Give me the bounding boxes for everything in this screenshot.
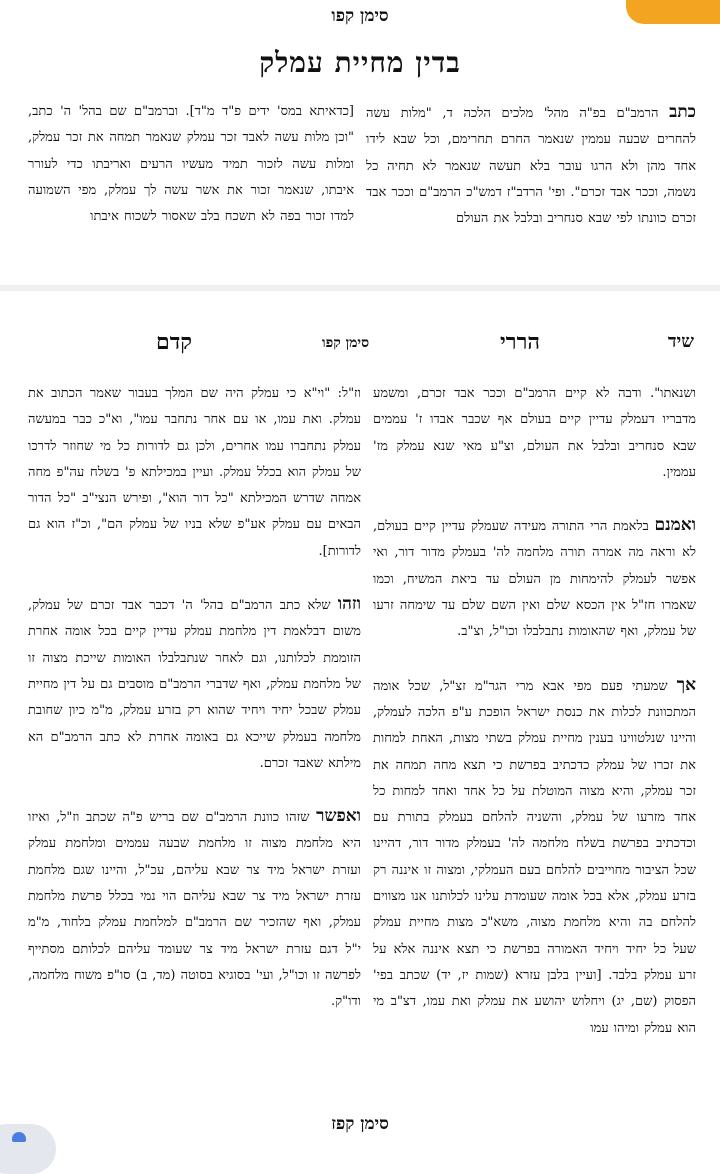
paragraph-text: בלאמת הרי התורה מעידה שעמלק עדיין קיים בעולם, לא וראה מה אמרה תורה מלחמה לה' בעמלק מדור דור, ואי אפשר לעמלק להימחות מן העולם עד ביאת המשיח, וכמו שאמרו חז"ל אין הכסא שלם ואין השם שלם עד שימחה זרעו של עמלק, ואף שהאומות נתבלבלו וכו"ל, וצ"ב. xyxy=(373,519,696,640)
top-page xyxy=(0,0,720,286)
chapter-title: בדין מחיית עמלק xyxy=(259,46,461,79)
book-title-kedem: קדם xyxy=(156,329,193,355)
lead-word: ואמנם xyxy=(654,515,696,536)
next-siman-heading: סימן קפז xyxy=(331,1114,389,1134)
paragraph-text: ושנאתו". ודבה לא קיים הרמב"ם וככר אבד זכרם, ומשמע מדבריו דעמלק עדיין קיים בעולם אף שכבר אבדו ז' עממים שבא סנחריב ובלבל את העולם, וצ"ע מאי שנא עמלק מז' עממין. xyxy=(373,386,696,480)
page-number: שיד xyxy=(667,331,694,352)
paragraph-text: שלא כתב הרמב"ם בהל' ה' דכבר אבד זכרם של עמלק, משום דבלאמת דין מלחמת עמלק עדיין קיים בכל אומה אחרת הזוממת לכלותנו, וגם לאחר שנתבלבלו האומות שייכת מצוה זו של מלחמת עמלק, ואף שדברי הרמב"ם מוסבים גם על דין מחיית עמלק שבכל יחיד ויחיד שהוא רק בזרע עמלק, מ"מ כיון שחובת מלחמה בעמלק שייכא גם באומה אחרת לא כתב הרמב"ם הא מילתא שאבד זכרם. xyxy=(28,598,361,771)
lead-word: ואפשר xyxy=(316,806,361,827)
assistant-icon xyxy=(12,1132,26,1142)
main-right-column xyxy=(373,379,696,1042)
paragraph-text: [כדאיתא במס' ידים פ"ד מ"ד]. וברמב"ם שם בהל' ה' כתב, "וכן מלות עשה לאבד זכר עמלק שנאמר תמחה את זכר עמלק, ומלות עשה לזכור תמיד מעשיו הרעים ואריבתו כדי לעורר איבתו, שנאמר זכור את אשר עשה לך עמלק, מפי השמועה למדו זכור בפה לא תשכח בלב שאסור לשכוח איבתו xyxy=(28,104,354,225)
lead-word: אך xyxy=(676,674,696,695)
paragraph-text: שמעתי פעם מפי אבא מרי הגר"מ זצ"ל, שכל אומה המתכוונת לכלות את כנסת ישראל הופכת ע"פ הלכה לעמלק, והיינו שנלטווינו בענין מחיית עמלק בשתי מצות, האחת למחות את זכרו של עמלק כדכתיב בפרשת כי תצא מחה תמחה את זכר עמלק, והיא מצוה המוטלת על כל אחד ואחד למחות כל אחד מזרעו של עמלק, והשניה להלחם בעמלק בתורת עם וכדכתיב בפרשת בשלח מלחמה לה' בעמלק מדור דור, דהיינו שכל הציבור מחוייבים להלחם בעם העמלקי, ומצוה זו איננה רק בזרע עמלק, אלא בכל אומה שעומדת עלינו לכלותנו אנו מצווים להלחם בה והיא מלחמת מצוה, משא"כ מצות מחיית עמלק שעל כל יחיד ויחיד האמורה בפרשת כי תצא איננה אלא על זרע עמלק בלבד. [ועיין בלבן עזרא (שמות יז, יד) שכתב בפי' הפסוק (שם, יג) ויחלוש יהושע את עמלק ואת עמו, דצ"ב מי הוא עמלק ומיהו עמו xyxy=(373,678,696,1036)
floating-action-button[interactable] xyxy=(0,1124,56,1174)
paragraph-text: שזהו כוונת הרמב"ם שם בריש פ"ה שכתב וז"ל, ואיזו היא מלחמת מצוה זו מלחמת שבעה עממים ומלחמת עמלק ועזרת ישראל מיד צר שבא עליהם, עכ"ל, והיינו שגם מלחמת עזרת ישראל מיד צר שבא עליהם הוי נמי בכלל פרשת מלחמת עמלק, ואף שהזכיר שם הרמב"ם למלחמת עמלק בלחוד, מ"מ י"ל דגם עזרת ישראל מיד צר שעומד עליהם לכלותם מסתייף לפרשה זו וכו"ל, ועי' בסוגיא בסוטה (מד, ב) סו"פ משוח מלחמה, ודו"ק. xyxy=(28,810,361,1010)
running-head xyxy=(0,329,720,361)
lead-word: וזהו xyxy=(337,594,361,615)
siman-heading: סימן קפו xyxy=(331,6,389,26)
paragraph-text: הרמב"ם בפ"ה מהל' מלכים הלכה ד, "מלות עשה להחרים שבעה עממין שנאמר החרם תחרימם, וכל שבא לידו אחד מהן ולא הרגו עובר בלא תעשה שנאמר לא תחיה כל נשמה, וככר אבד זכרם". ופי' הרדב"ז דמש"כ הרמב"ם וככר אבד זכרם כוונתו לפי שבא סנחריב ובלבל את העולם xyxy=(366,106,696,227)
main-left-column xyxy=(28,379,361,1016)
lead-word: כתב xyxy=(669,102,696,122)
top-left-column xyxy=(28,99,354,230)
top-right-column xyxy=(366,99,696,232)
running-siman: סימן קפו xyxy=(322,335,370,351)
main-page xyxy=(0,291,720,1144)
book-title-hebrew: הררי xyxy=(500,329,541,355)
paragraph-text: וז"ל: "וי"א כי עמלק היה שם המלך בעבור שאמר הכתוב את עמלק. ואת עמו, או עם אחר נתחבר עמו", וא"כ כבר במעשה עמלק נתחברו עמו אחרים, ולכן גם לדורות כל מי שחוזר לדרכו של עמלק הוא בכלל עמלק. ועיין במכילתא פ' בשלח עה"פ מחה אמחה שדרש המכילתא "כל דור הוא", ופירש הנצי"ב "כל הדור הבאים עם עמלק אע"פ שלא בניו של עמלק הם", וכ"ז הוא גם לדורות]. xyxy=(28,386,361,559)
